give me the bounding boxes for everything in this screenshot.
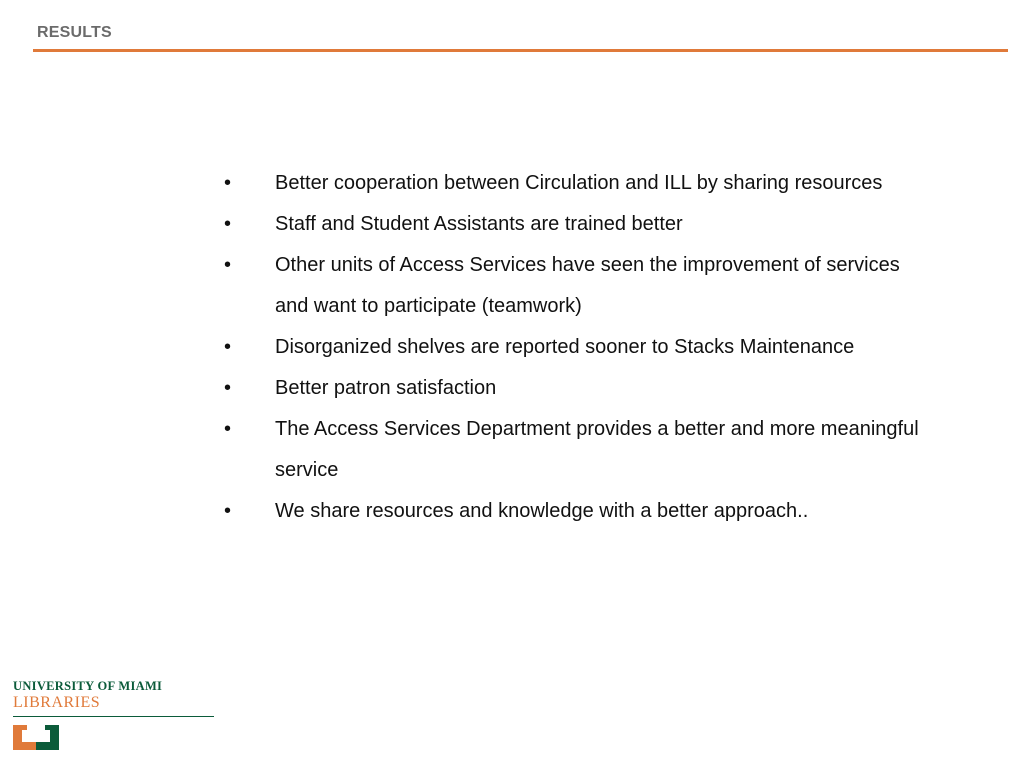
bullet-icon: • [224,254,232,276]
bullet-text: The Access Services Department provides a better and more meaningful service [275,418,919,481]
bullet-icon: • [224,172,232,194]
list-item [224,368,924,409]
slide-title: RESULTS [37,24,112,41]
u-logo-icon [13,725,65,750]
list-item [224,245,924,327]
bullet-text: We share resources and knowledge with a better approach.. [275,500,809,522]
logo-university-name: UNIVERSITY OF MIAMI [13,679,163,693]
university-logo [13,678,215,754]
bullet-text: Better patron satisfaction [275,377,497,399]
title-divider [33,49,1008,52]
bullet-text: Other units of Access Services have seen the improvement of services and want to participate (teamwork) [275,254,900,317]
bullet-icon: • [224,377,232,399]
bullet-icon: • [224,418,232,440]
list-item [224,327,924,368]
bullet-icon: • [224,500,232,522]
logo-divider [13,716,214,717]
bullet-icon: • [224,336,232,358]
bullet-text: Disorganized shelves are reported sooner to Stacks Maintenance [275,336,855,358]
bullet-text: Better cooperation between Circulation and ILL by sharing resources [275,172,883,194]
list-item [224,204,924,245]
bullet-list [224,163,924,532]
list-item [224,491,924,532]
list-item [224,409,924,491]
list-item [224,163,924,204]
bullet-text: Staff and Student Assistants are trained better [275,213,683,235]
logo-libraries-name: LIBRARIES [13,694,101,711]
bullet-icon: • [224,213,232,235]
